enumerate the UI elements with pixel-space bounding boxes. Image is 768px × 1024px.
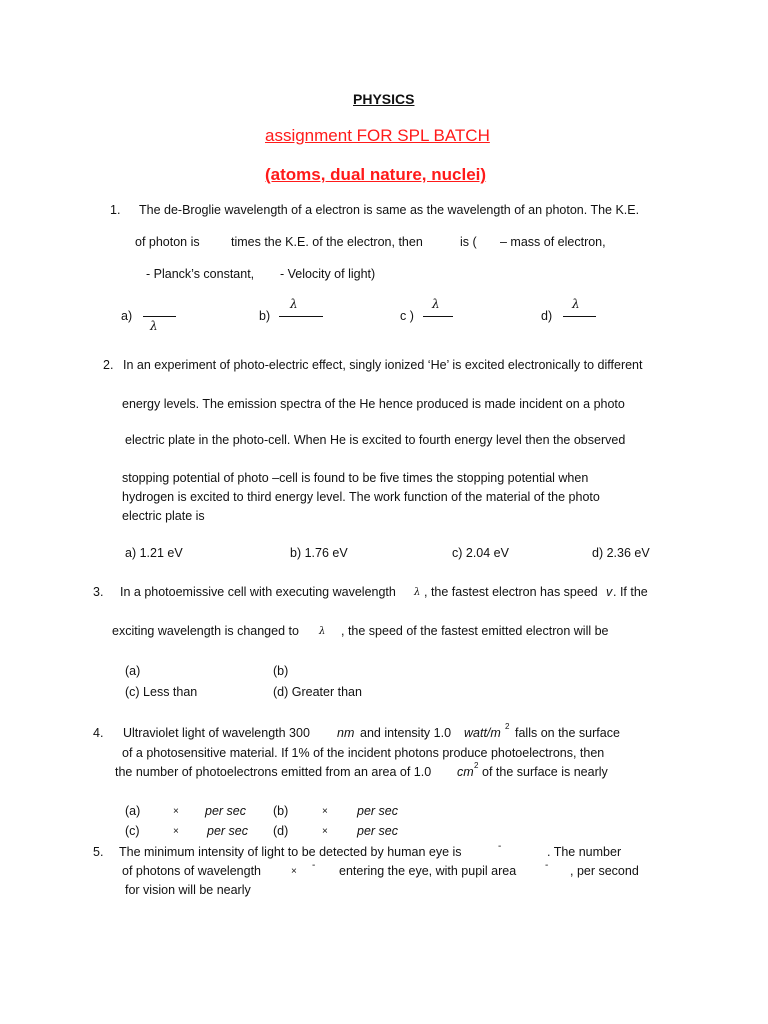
q2-option-d: d) 2.36 eV (592, 546, 650, 560)
q5-line1-a: The minimum intensity of light to be detected by human eye is (119, 845, 462, 859)
q4-line3-cm: cm (457, 765, 474, 779)
q5-line2-minus: - (312, 860, 316, 871)
q1-line1: The de-Broglie wavelength of a electron is same as the wavelength of an photon. The K.E. (139, 203, 640, 217)
q4-option-c-times: × (173, 826, 179, 837)
q2-line: In an experiment of photo-electric effect, singly ionized ‘He’ is excited electronically to different (123, 358, 643, 372)
q4-line1-nm: nm (337, 726, 355, 740)
q1-option-d-fraction-bar (563, 316, 596, 317)
q1-option-a-lambda: λ (150, 319, 158, 333)
q1-option-c: c ) (400, 309, 414, 323)
q1-option-d: d) (541, 309, 553, 323)
q2-number: 2. (103, 358, 114, 372)
q3-number: 3. (93, 585, 104, 599)
q2-option-c: c) 2.04 eV (452, 546, 509, 560)
q3-line2-a: exciting wavelength is changed to (112, 624, 299, 638)
q1-number: 1. (110, 203, 121, 217)
q4-option-a: (a) (125, 804, 141, 818)
q3-option-d: (d) Greater than (273, 685, 362, 699)
q4-line1-a: Ultraviolet light of wavelength 300 (123, 726, 310, 740)
q4-line1-unit: watt/m (464, 726, 501, 740)
q4-option-a-per-sec: per sec (205, 804, 246, 818)
q4-option-b-times: × (322, 806, 328, 817)
q1-line2-c: is ( (460, 235, 477, 249)
assignment-heading: assignment FOR SPL BATCH (265, 126, 490, 145)
q4-number: 4. (93, 726, 104, 740)
q3-line2-lambda: λ (319, 626, 326, 637)
q1-line3-b: - Velocity of light) (280, 267, 376, 281)
q4-option-c: (c) (125, 824, 140, 838)
q4-line3-b: of the surface is nearly (482, 765, 608, 779)
q2-line: electric plate is (122, 509, 205, 523)
q4-option-d-times: × (322, 826, 328, 837)
q2-line: energy levels. The emission spectra of the He hence produced is made incident on a photo (122, 397, 625, 411)
subject-title: PHYSICS (353, 91, 415, 107)
q1-option-d-lambda: λ (572, 297, 580, 311)
q5-line2-c: , per second (570, 864, 639, 878)
q5-line3: for vision will be nearly (125, 883, 251, 897)
q1-option-c-fraction-bar (423, 316, 453, 317)
q3-option-c: (c) Less than (125, 685, 198, 699)
q1-option-a: a) (121, 309, 133, 323)
q5-number: 5. (93, 845, 104, 859)
q4-option-c-per-sec: per sec (207, 824, 248, 838)
q1-option-b-lambda: λ (290, 297, 298, 311)
q3-line1-a: In a photoemissive cell with executing wavelength (120, 585, 396, 599)
q3-line1-lambda: λ (414, 587, 421, 598)
q1-line2-b: times the K.E. of the electron, then (231, 235, 423, 249)
q5-line2-minus-2: - (545, 860, 549, 871)
q1-line2-d: – mass of electron, (500, 235, 606, 249)
q5-line1-b: . The number (547, 845, 622, 859)
q3-option-a: (a) (125, 664, 141, 678)
q4-option-a-times: × (173, 806, 179, 817)
q4-option-d-per-sec: per sec (357, 824, 398, 838)
q1-option-c-lambda: λ (432, 297, 440, 311)
q1-option-b-fraction-bar (279, 316, 323, 317)
q3-line2-b: , the speed of the fastest emitted electron will be (341, 624, 609, 638)
q5-line2-a: of photons of wavelength (122, 864, 261, 878)
q4-line1-c: falls on the surface (515, 726, 620, 740)
q4-option-b-per-sec: per sec (357, 804, 398, 818)
q4-line2: of a photosensitive material. If 1% of the incident photons produce photoelectrons, then (122, 746, 605, 760)
q3-line1-v: v (606, 585, 613, 599)
q1-option-a-fraction-bar (143, 316, 176, 317)
q4-line3-sup: 2 (474, 761, 479, 770)
q3-line1-c: . If the (613, 585, 648, 599)
topics-heading: (atoms, dual nature, nuclei) (265, 165, 487, 184)
q3-line1-b: , the fastest electron has speed (424, 585, 598, 599)
q1-line3-a: - Planck’s constant, (146, 267, 255, 281)
q1-option-b: b) (259, 309, 271, 323)
q4-line3-a: the number of photoelectrons emitted from an area of 1.0 (115, 765, 432, 779)
q2-option-b: b) 1.76 eV (290, 546, 348, 560)
q4-option-b: (b) (273, 804, 289, 818)
q4-line1-b: and intensity 1.0 (360, 726, 452, 740)
q1-line2-a: of photon is (135, 235, 200, 249)
q2-line: hydrogen is excited to third energy level. The work function of the material of the photo (122, 490, 600, 504)
q3-option-b: (b) (273, 664, 289, 678)
q2-option-a: a) 1.21 eV (125, 546, 183, 560)
q4-option-d: (d) (273, 824, 289, 838)
q5-line2-b: entering the eye, with pupil area (339, 864, 517, 878)
q2-line: stopping potential of photo –cell is found to be five times the stopping potential when (122, 471, 589, 485)
q5-line2-times: × (291, 866, 297, 877)
q4-line1-sup: 2 (505, 722, 510, 731)
q5-line1-minus: - (498, 841, 502, 852)
q2-line: electric plate in the photo-cell. When He is excited to fourth energy level then the observed (125, 433, 626, 447)
